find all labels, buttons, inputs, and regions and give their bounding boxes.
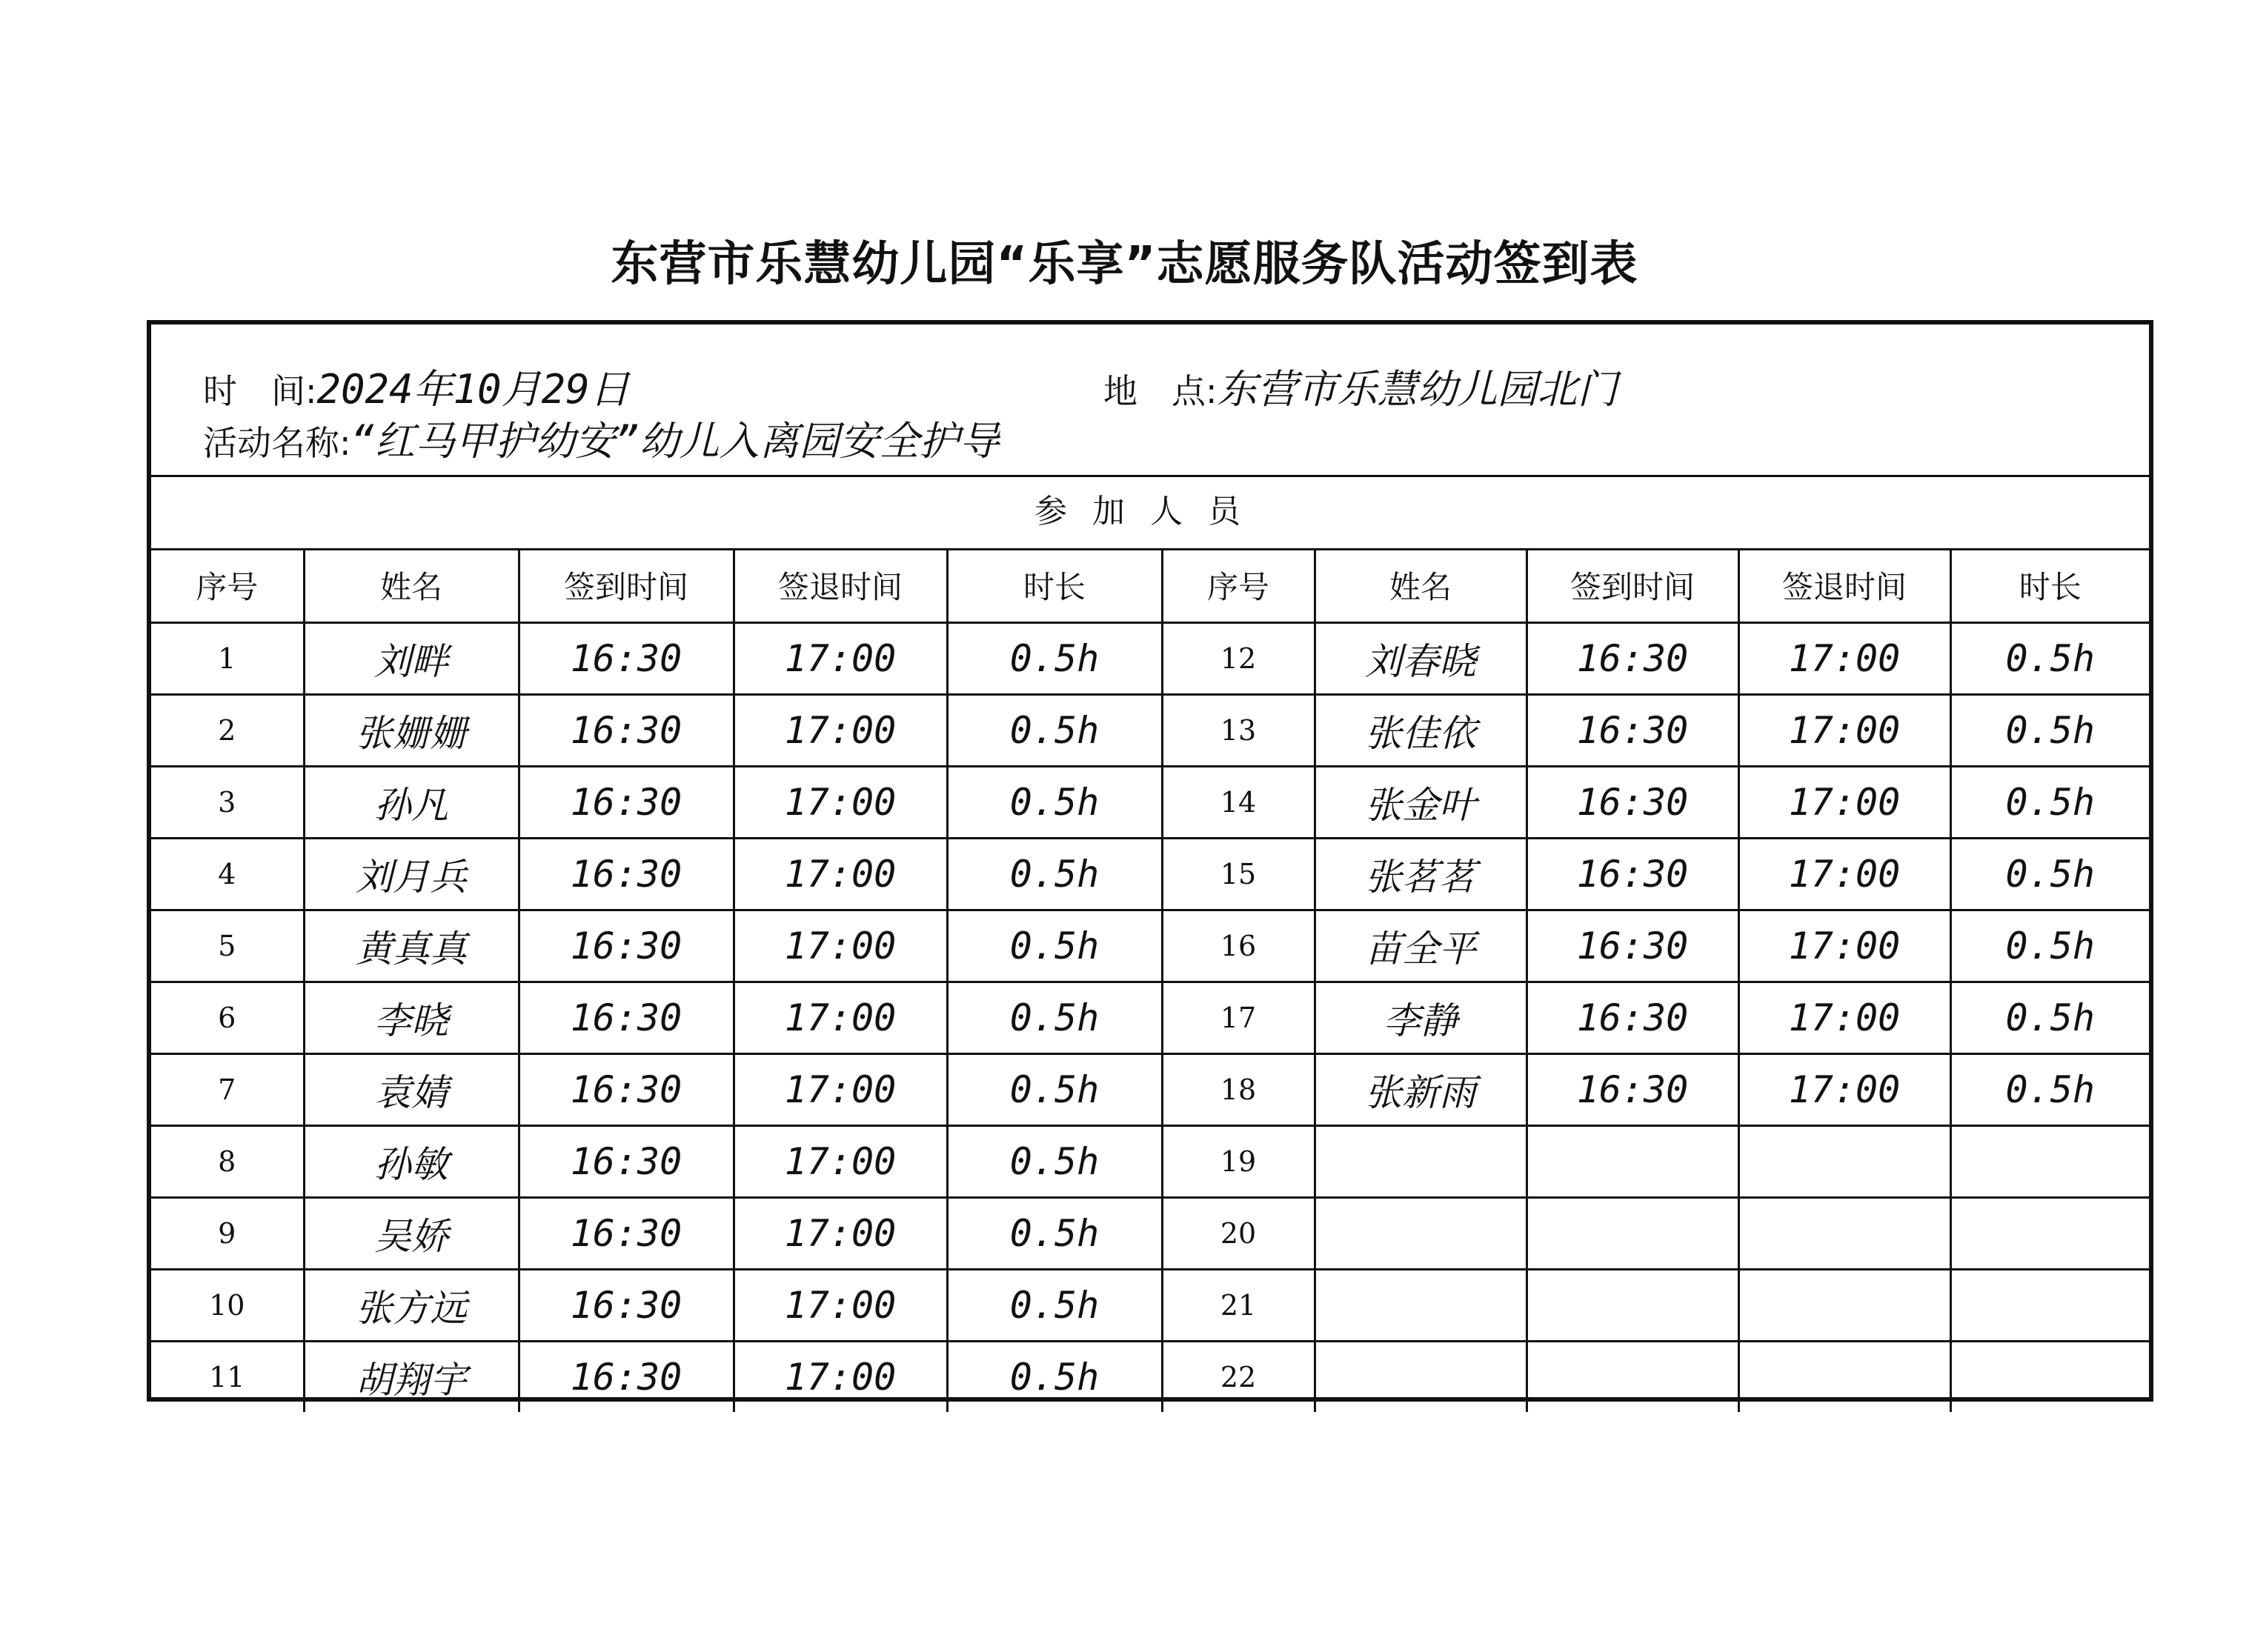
signout-time-cell: 17:00 — [1738, 839, 1950, 910]
row-number: 8 — [151, 1126, 304, 1198]
header-cell: 姓名 — [304, 548, 519, 623]
header-cell: 时长 — [1950, 548, 2149, 623]
row-number: 19 — [1162, 1126, 1315, 1198]
header-cell: 姓名 — [1315, 548, 1527, 623]
activity-label: 活动名称: — [203, 423, 351, 463]
row-number: 22 — [1162, 1342, 1315, 1413]
name-cell: 刘畔 — [304, 623, 519, 695]
time-row — [203, 358, 630, 415]
signout-time-cell: 17:00 — [734, 910, 947, 982]
row-number: 5 — [151, 910, 304, 982]
signout-time-cell — [1738, 1126, 1950, 1198]
row-number: 20 — [1162, 1198, 1315, 1270]
participants-table — [151, 548, 2149, 1412]
row-number: 14 — [1162, 767, 1315, 839]
signout-time-cell: 17:00 — [734, 1198, 947, 1270]
name-cell: 张新雨 — [1315, 1054, 1527, 1126]
signout-time-cell: 17:00 — [1738, 695, 1950, 767]
table-row — [151, 767, 2149, 839]
signout-time-cell: 17:00 — [1738, 1054, 1950, 1126]
row-number: 1 — [151, 623, 304, 695]
row-number: 12 — [1162, 623, 1315, 695]
name-cell: 李静 — [1315, 982, 1527, 1054]
signout-time-cell — [1738, 1198, 1950, 1270]
signin-time-cell: 16:30 — [519, 767, 734, 839]
name-cell: 刘春晓 — [1315, 623, 1527, 695]
header-cell: 签退时间 — [1738, 548, 1950, 623]
duration-cell: 0.5h — [1950, 910, 2149, 982]
duration-cell: 0.5h — [947, 1126, 1162, 1198]
header-cell: 签到时间 — [519, 548, 734, 623]
signin-sheet — [147, 320, 2153, 1402]
table-row — [151, 1126, 2149, 1198]
signin-time-cell: 16:30 — [519, 623, 734, 695]
place-row — [1103, 358, 1618, 415]
activity-row — [203, 410, 1000, 467]
table-row — [151, 839, 2149, 910]
row-number: 10 — [151, 1270, 304, 1342]
table-row — [151, 982, 2149, 1054]
name-cell: 苗全平 — [1315, 910, 1527, 982]
duration-cell: 0.5h — [1950, 1054, 2149, 1126]
place-label: 地 点: — [1103, 371, 1217, 411]
signin-time-cell: 16:30 — [519, 839, 734, 910]
signout-time-cell: 17:00 — [734, 1054, 947, 1126]
duration-cell: 0.5h — [1950, 767, 2149, 839]
signin-time-cell: 16:30 — [1527, 695, 1738, 767]
table-row — [151, 1198, 2149, 1270]
signout-time-cell: 17:00 — [734, 695, 947, 767]
duration-cell: 0.5h — [947, 1342, 1162, 1413]
duration-cell: 0.5h — [947, 1198, 1162, 1270]
signin-time-cell: 16:30 — [1527, 910, 1738, 982]
signout-time-cell: 17:00 — [734, 1270, 947, 1342]
duration-cell: 0.5h — [1950, 982, 2149, 1054]
row-number: 4 — [151, 839, 304, 910]
signout-time-cell: 17:00 — [1738, 767, 1950, 839]
duration-cell: 0.5h — [1950, 839, 2149, 910]
signout-time-cell: 17:00 — [734, 767, 947, 839]
name-cell: 刘月兵 — [304, 839, 519, 910]
section-title: 参加人员 — [151, 475, 2149, 550]
signout-time-cell: 17:00 — [1738, 623, 1950, 695]
duration-cell — [1950, 1342, 2149, 1413]
name-cell — [1315, 1198, 1527, 1270]
signin-time-cell — [1527, 1342, 1738, 1413]
signout-time-cell: 17:00 — [1738, 982, 1950, 1054]
activity-value: “红马甲护幼安”幼儿入离园安全护导 — [351, 418, 1000, 464]
name-cell: 张佳依 — [1315, 695, 1527, 767]
name-cell — [1315, 1342, 1527, 1413]
signin-time-cell: 16:30 — [519, 910, 734, 982]
place-value: 东营市乐慧幼儿园北门 — [1217, 366, 1618, 413]
row-number: 15 — [1162, 839, 1315, 910]
signin-time-cell: 16:30 — [1527, 767, 1738, 839]
signout-time-cell: 17:00 — [734, 1342, 947, 1413]
duration-cell: 0.5h — [947, 839, 1162, 910]
name-cell: 李晓 — [304, 982, 519, 1054]
name-cell: 张姗姗 — [304, 695, 519, 767]
duration-cell: 0.5h — [947, 695, 1162, 767]
name-cell: 张茗茗 — [1315, 839, 1527, 910]
page-title: 东营市乐慧幼儿园“乐享”志愿服务队活动签到表 — [611, 237, 1638, 292]
row-number: 7 — [151, 1054, 304, 1126]
row-number: 18 — [1162, 1054, 1315, 1126]
header-row — [151, 548, 2149, 623]
row-number: 21 — [1162, 1270, 1315, 1342]
name-cell: 黄真真 — [304, 910, 519, 982]
duration-cell: 0.5h — [1950, 623, 2149, 695]
name-cell: 张金叶 — [1315, 767, 1527, 839]
duration-cell: 0.5h — [947, 767, 1162, 839]
duration-cell: 0.5h — [1950, 695, 2149, 767]
name-cell — [1315, 1270, 1527, 1342]
header-cell: 时长 — [947, 548, 1162, 623]
signout-time-cell: 17:00 — [734, 1126, 947, 1198]
signin-time-cell: 16:30 — [519, 1342, 734, 1413]
signout-time-cell: 17:00 — [734, 839, 947, 910]
row-number: 13 — [1162, 695, 1315, 767]
duration-cell: 0.5h — [947, 910, 1162, 982]
signin-time-cell: 16:30 — [519, 982, 734, 1054]
signin-time-cell: 16:30 — [519, 695, 734, 767]
name-cell: 袁婧 — [304, 1054, 519, 1126]
duration-cell: 0.5h — [947, 623, 1162, 695]
row-number: 3 — [151, 767, 304, 839]
signout-time-cell — [1738, 1342, 1950, 1413]
time-value: 2024年10月29日 — [316, 366, 630, 413]
signout-time-cell — [1738, 1270, 1950, 1342]
signin-time-cell: 16:30 — [519, 1054, 734, 1126]
header-cell: 序号 — [1162, 548, 1315, 623]
duration-cell: 0.5h — [947, 1270, 1162, 1342]
name-cell: 张方远 — [304, 1270, 519, 1342]
duration-cell — [1950, 1198, 2149, 1270]
signin-time-cell — [1527, 1270, 1738, 1342]
duration-cell: 0.5h — [947, 1054, 1162, 1126]
row-number: 16 — [1162, 910, 1315, 982]
row-number: 17 — [1162, 982, 1315, 1054]
name-cell: 胡翔宇 — [304, 1342, 519, 1413]
header-cell: 签到时间 — [1527, 548, 1738, 623]
signin-time-cell: 16:30 — [1527, 839, 1738, 910]
row-number: 11 — [151, 1342, 304, 1413]
signin-time-cell — [1527, 1126, 1738, 1198]
signin-time-cell: 16:30 — [1527, 623, 1738, 695]
table-row — [151, 1054, 2149, 1126]
row-number: 2 — [151, 695, 304, 767]
signin-time-cell: 16:30 — [1527, 982, 1738, 1054]
name-cell: 孙敏 — [304, 1126, 519, 1198]
duration-cell: 0.5h — [947, 982, 1162, 1054]
name-cell: 孙凡 — [304, 767, 519, 839]
row-number: 6 — [151, 982, 304, 1054]
signout-time-cell: 17:00 — [734, 623, 947, 695]
name-cell: 吴娇 — [304, 1198, 519, 1270]
signin-time-cell: 16:30 — [519, 1198, 734, 1270]
table-row — [151, 1270, 2149, 1342]
signin-time-cell: 16:30 — [1527, 1054, 1738, 1126]
time-label: 时 间: — [203, 371, 317, 411]
row-number: 9 — [151, 1198, 304, 1270]
signout-time-cell: 17:00 — [734, 982, 947, 1054]
duration-cell — [1950, 1270, 2149, 1342]
duration-cell — [1950, 1126, 2149, 1198]
table-row — [151, 1342, 2149, 1413]
table-row — [151, 623, 2149, 695]
table-row — [151, 910, 2149, 982]
signin-time-cell: 16:30 — [519, 1270, 734, 1342]
table-body — [151, 623, 2149, 1413]
header-cell: 序号 — [151, 548, 304, 623]
signin-time-cell: 16:30 — [519, 1126, 734, 1198]
info-block — [151, 324, 2149, 477]
header-cell: 签退时间 — [734, 548, 947, 623]
name-cell — [1315, 1126, 1527, 1198]
signout-time-cell: 17:00 — [1738, 910, 1950, 982]
table-row — [151, 695, 2149, 767]
signin-time-cell — [1527, 1198, 1738, 1270]
